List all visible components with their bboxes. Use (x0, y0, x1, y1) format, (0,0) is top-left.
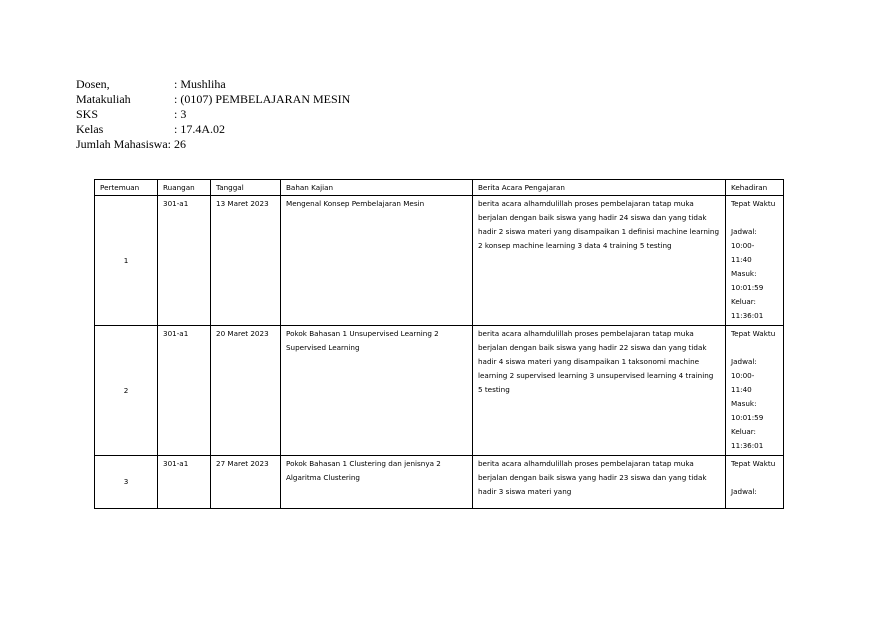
bahan-kajian-cell: Pokok Bahasan 1 Unsupervised Learning 2 Supervised Learning (281, 326, 473, 456)
dosen-label: Dosen, (76, 77, 110, 91)
table-row (95, 326, 784, 456)
col-header-pertemuan: Pertemuan (95, 180, 158, 196)
ruangan-cell: 301-a1 (158, 456, 211, 509)
course-header (76, 77, 350, 152)
dosen-row (76, 77, 350, 92)
tanggal-cell: 13 Maret 2023 (211, 196, 281, 326)
keluar-label: Keluar: (731, 297, 756, 306)
pertemuan-cell: 3 (95, 456, 158, 509)
attendance-table (94, 179, 784, 509)
kehadiran-cell (726, 196, 784, 326)
col-header-ruangan: Ruangan (158, 180, 211, 196)
kelas-value: : 17.4A.02 (174, 122, 225, 136)
keluar-label: Keluar: (731, 427, 756, 436)
jadwal-end: 11:40 (731, 255, 752, 264)
pertemuan-cell: 2 (95, 326, 158, 456)
masuk-time: 10:01:59 (731, 283, 764, 292)
sks-label: SKS (76, 107, 99, 121)
keluar-time: 11:36:01 (731, 311, 764, 320)
berita-acara-cell: berita acara alhamdulillah proses pembelajaran tatap muka berjalan dengan baik siswa yang hadir 23 siswa dan yang tidak hadir 3 siswa materi yang (473, 456, 726, 509)
ruangan-cell: 301-a1 (158, 196, 211, 326)
pertemuan-cell: 1 (95, 196, 158, 326)
tanggal-cell: 20 Maret 2023 (211, 326, 281, 456)
jumlah-mahasiswa-row (76, 137, 350, 152)
matakuliah-label: Matakuliah (76, 92, 131, 106)
sks-value: : 3 (174, 107, 187, 121)
kelas-label: Kelas (76, 122, 104, 136)
ruangan-cell: 301-a1 (158, 326, 211, 456)
jadwal-end: 11:40 (731, 385, 752, 394)
masuk-time: 10:01:59 (731, 413, 764, 422)
keluar-time: 11:36:01 (731, 441, 764, 450)
kehadiran-cell (726, 326, 784, 456)
kehadiran-cell (726, 456, 784, 509)
jadwal-label: Jadwal: (731, 487, 757, 496)
col-header-bahan-kajian: Bahan Kajian (281, 180, 473, 196)
kelas-row (76, 122, 350, 137)
bahan-kajian-cell: Pokok Bahasan 1 Clustering dan jenisnya 2 Algaritma Clustering (281, 456, 473, 509)
berita-acara-cell: berita acara alhamdulillah proses pembelajaran tatap muka berjalan dengan baik siswa yang hadir 24 siswa dan yang tidak hadir 2 siswa materi yang disampaikan 1 definisi machine learning 2 konsep machine learning 3 data 4 training 5 testing (473, 196, 726, 326)
kehadiran-status: Tepat Waktu (731, 459, 776, 468)
kehadiran-status: Tepat Waktu (731, 329, 776, 338)
col-header-tanggal: Tanggal (211, 180, 281, 196)
masuk-label: Masuk: (731, 269, 757, 278)
tanggal-cell: 27 Maret 2023 (211, 456, 281, 509)
table-row (95, 456, 784, 509)
table-row (95, 196, 784, 326)
masuk-label: Masuk: (731, 399, 757, 408)
berita-acara-cell: berita acara alhamdulillah proses pembelajaran tatap muka berjalan dengan baik siswa yang hadir 22 siswa dan yang tidak hadir 4 siswa materi yang disampaikan 1 taksonomi machine learning 2 supervised learning 3 unsupervised learning 4 training 5 testing (473, 326, 726, 456)
bahan-kajian-cell: Mengenal Konsep Pembelajaran Mesin (281, 196, 473, 326)
jadwal-start: 10:00- (731, 371, 755, 380)
matakuliah-row (76, 92, 350, 107)
jumlah-mahasiswa-value: : 26 (167, 137, 186, 151)
jadwal-label: Jadwal: (731, 357, 757, 366)
sks-row (76, 107, 350, 122)
table-header-row (95, 180, 784, 196)
dosen-value: : Mushliha (174, 77, 226, 91)
jadwal-label: Jadwal: (731, 227, 757, 236)
col-header-kehadiran: Kehadiran (726, 180, 784, 196)
jadwal-start: 10:00- (731, 241, 755, 250)
jumlah-mahasiswa-label: Jumlah Mahasiswa (76, 137, 168, 151)
col-header-berita-acara: Berita Acara Pengajaran (473, 180, 726, 196)
kehadiran-status: Tepat Waktu (731, 199, 776, 208)
matakuliah-value: : (0107) PEMBELAJARAN MESIN (174, 92, 351, 106)
